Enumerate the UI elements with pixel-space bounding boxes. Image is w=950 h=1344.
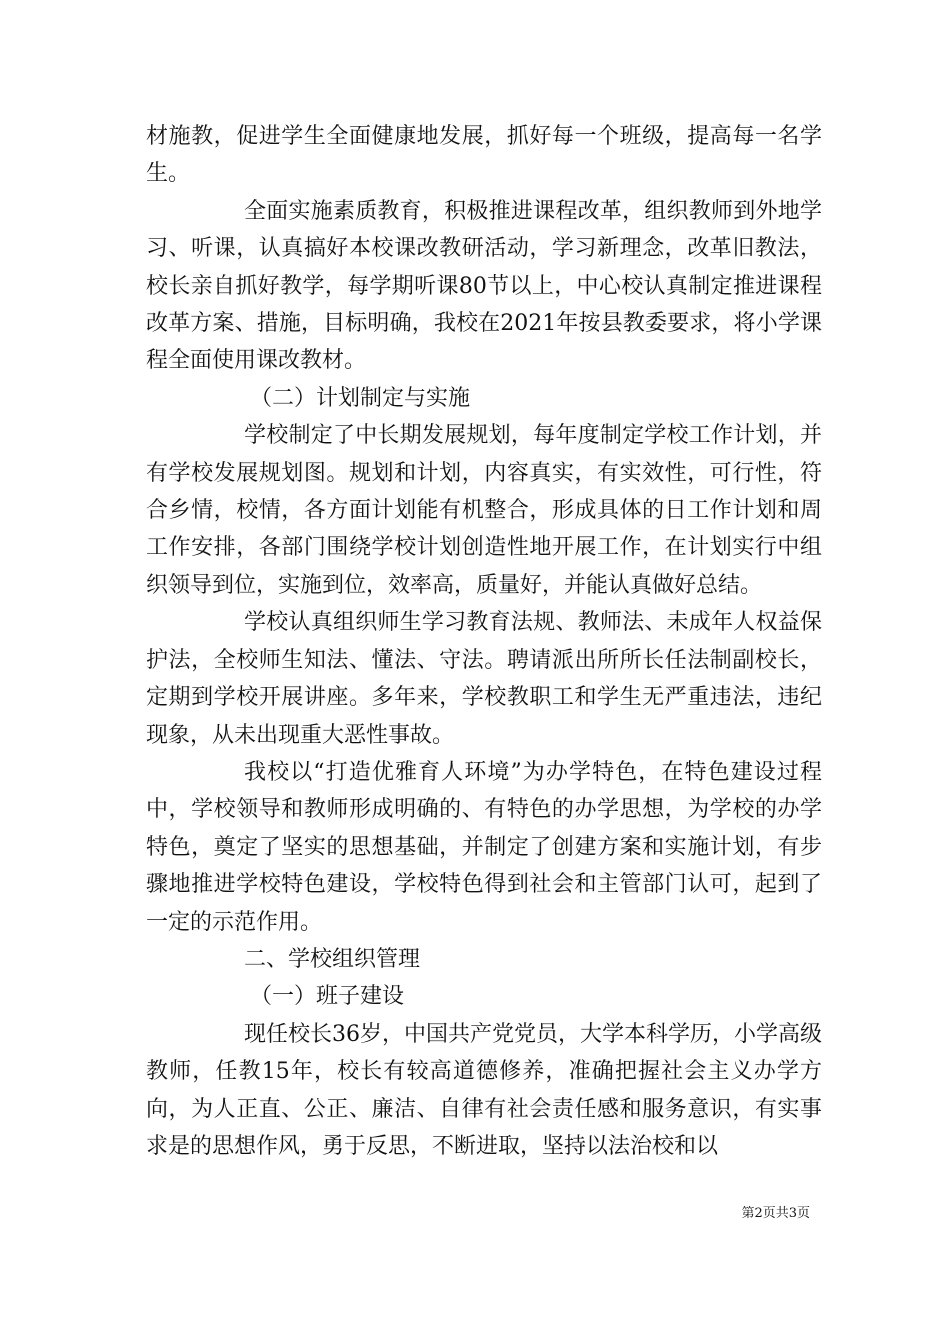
paragraph-school-feature: 我校以“打造优雅育人环境”为办学特色，在特色建设过程中，学校领导和教师形成明确的、有特色的办学思想，为学校的办学特色，奠定了坚实的思想基础，并制定了创建方案和实施计划，有步骤地推进学校特色建设，学校特色得到社会和主管部门认可，起到了一定的示范作用。	[146, 759, 822, 935]
paragraph-plan: 学校制定了中长期发展规划，每年度制定学校工作计划，并有学校发展规划图。规划和计划，内容真实，有实效性，可行性，符合乡情，校情，各方面计划能有机整合，形成具体的日工作计划和周工作安排，各部门围绕学校计划创造性地开展工作，在计划实行中组织领导到位，实施到位，效率高，质量好，并能认真做好总结。	[146, 423, 822, 598]
subheading-leadership: （一）班子建设	[250, 984, 405, 1010]
heading-organization: 二、学校组织管理	[244, 946, 421, 972]
subheading-plan: （二）计划制定与实施	[250, 385, 471, 411]
paragraph-continuation: 材施教，促进学生全面健康地发展，抓好每一个班级，提高每一名学生。	[146, 124, 822, 187]
page-number: 第2页共3页	[741, 1206, 810, 1221]
paragraph-law-education: 学校认真组织师生学习教育法规、教师法、未成年人权益保护法，全校师生知法、懂法、守法。聘请派出所所长任法制副校长，定期到学校开展讲座。多年来，学校教职工和学生无严重违法，违纪现象，从未出现重大恶性事故。	[146, 610, 822, 748]
paragraph-principal: 现任校长36岁，中国共产党党员，大学本科学历，小学高级教师，任教15年，校长有较高道德修养，准确把握社会主义办学方向，为人正直、公正、廉洁、自律有社会责任感和服务意识，有实事求是的思想作风，勇于反思，不断进取，坚持以法治校和以	[146, 1021, 822, 1159]
document-body	[146, 118, 822, 1165]
paragraph-curriculum-reform: 全面实施素质教育，积极推进课程改革，组织教师到外地学习、听课，认真搞好本校课改教研活动，学习新理念，改革旧教法，校长亲自抓好教学，每学期听课80节以上，中心校认真制定推进课程改革方案、措施，目标明确，我校在2021年按县教委要求，将小学课程全面使用课改教材。	[146, 198, 822, 374]
